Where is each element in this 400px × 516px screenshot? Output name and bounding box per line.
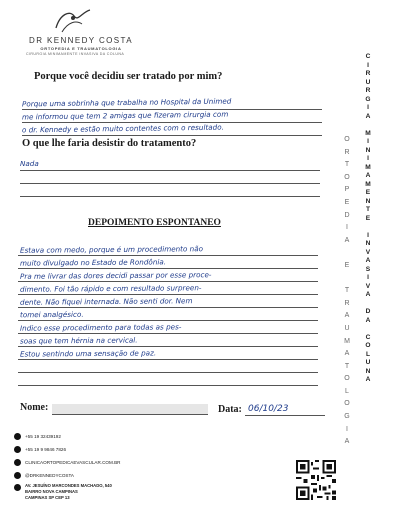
vertical-letter: R: [365, 70, 371, 77]
vertical-letter: T: [344, 161, 350, 169]
testimony-rule: [18, 372, 318, 373]
testimony-rule: [18, 385, 318, 386]
answer-1-line-1: Porque uma sobrinha que trabalha no Hospital da Unimed: [21, 96, 232, 109]
vertical-letter: I: [367, 274, 369, 281]
name-redaction: [52, 404, 208, 414]
vertical-letter: U: [365, 359, 371, 366]
vertical-letter: I: [367, 104, 369, 111]
testimony-line-6: tomei analgésico.: [19, 309, 84, 320]
date-label: Data:: [218, 404, 242, 415]
name-line: [52, 414, 208, 415]
location-pin-icon: [14, 484, 21, 491]
vertical-letter: A: [365, 291, 371, 298]
vertical-letter: R: [344, 299, 350, 307]
vertical-letter: T: [365, 206, 371, 213]
vertical-letter: T: [344, 362, 350, 370]
testimony-rule: [18, 346, 318, 347]
vertical-letter: N: [365, 367, 371, 375]
testimony-line-8: soas que tem hérnia na cervical.: [19, 335, 138, 346]
answer-1-line-3: o dr. Kennedy e estão muito contentes com o resultado.: [21, 122, 224, 135]
footer-location: [14, 484, 21, 491]
globe-icon: [14, 459, 21, 466]
vertical-letter: A: [344, 438, 350, 446]
testimony-line-1: Estava com medo, porque é um procedimento não: [19, 244, 204, 255]
vertical-letter: N: [365, 240, 371, 247]
vertical-letter: M: [365, 163, 371, 171]
vertical-letter: C: [365, 53, 371, 60]
phone-icon: [14, 433, 21, 440]
answer-2: Nada: [20, 159, 39, 168]
testimony-rule: [18, 333, 318, 334]
vertical-letter: O: [344, 173, 350, 181]
vertical-letter: V: [365, 248, 371, 256]
vertical-letter: E: [365, 214, 371, 222]
vertical-letter: A: [344, 236, 350, 244]
vertical-letter: R: [344, 148, 350, 156]
vertical-letter: R: [365, 87, 371, 94]
testimony-rule: [18, 281, 318, 282]
vertical-letter: D: [344, 211, 350, 219]
testimony-line-4: dimento. Foi tão rápido e com resultado surpreen-: [19, 283, 202, 294]
testimony-line-7: Indico esse procedimento para todas as pes-: [19, 322, 182, 333]
vertical-letter: M: [365, 129, 371, 137]
vertical-letter: V: [365, 282, 371, 290]
vertical-letter: L: [345, 387, 349, 395]
vertical-letter: A: [365, 376, 371, 383]
answer-line: [20, 170, 320, 171]
testimony-rule: [18, 320, 318, 321]
answer-1-line-2: me informou que tem 2 amigas que fizeram cirurgia com: [21, 109, 229, 122]
vertical-letter: T: [344, 287, 350, 295]
vertical-letter: E: [344, 261, 350, 269]
section-title: DEPOIMENTO ESPONTANEO: [88, 218, 221, 228]
footer-instagram[interactable]: @DRKENNEDYCOSTA: [14, 472, 74, 479]
vertical-title-left: [341, 136, 353, 451]
vertical-letter: O: [344, 375, 350, 383]
brand-subtitle: ORTOPEDIA E TRAUMATOLOGIA: [40, 46, 122, 51]
vertical-letter: A: [365, 112, 371, 120]
whatsapp-icon: [14, 446, 21, 453]
footer-phone-2: +55 19 9 9846 7826: [14, 446, 66, 453]
vertical-letter: I: [367, 61, 369, 69]
brand-logo-mark: [48, 6, 98, 36]
answer-line: [20, 196, 320, 197]
instagram-icon: [14, 472, 21, 479]
footer-phone-1: +55 19 32439192: [14, 433, 61, 440]
vertical-letter: N: [365, 146, 371, 154]
testimony-line-9: Estou sentindo uma sensação de paz.: [19, 348, 157, 359]
vertical-letter: M: [344, 337, 350, 345]
vertical-letter: I: [346, 425, 348, 433]
testimony-rule: [18, 359, 318, 360]
vertical-letter: G: [344, 413, 350, 421]
qr-code[interactable]: [296, 460, 336, 500]
footer-address: AV. JESUÍNO MARCONDES MACHADO, 540 BAIRRO NOVA CAMPINAS CAMPINAS SP CEP 13: [25, 483, 112, 500]
question-1: Porque você decidiu ser tratado por mim?: [34, 71, 223, 82]
name-label: Nome:: [20, 402, 49, 413]
vertical-letter: A: [344, 312, 350, 320]
date-value: 06/10/23: [248, 404, 289, 414]
testimony-line-5: dente. Não fiquei internada. Não senti dor. Nem: [19, 296, 193, 307]
vertical-letter: A: [365, 316, 371, 324]
testimony-rule: [18, 307, 318, 308]
vertical-letter: O: [344, 400, 350, 408]
vertical-letter: I: [346, 224, 348, 232]
vertical-letter: A: [344, 350, 350, 358]
vertical-letter: G: [365, 95, 371, 103]
vertical-letter: M: [365, 180, 371, 188]
date-line: [245, 415, 325, 416]
vertical-letter: L: [365, 350, 371, 358]
vertical-letter: A: [365, 172, 371, 179]
testimony-rule: [18, 294, 318, 295]
vertical-letter: U: [344, 324, 350, 332]
vertical-letter: A: [365, 257, 371, 264]
vertical-letter: S: [365, 265, 371, 273]
vertical-letter: E: [344, 198, 350, 206]
answer-line: [22, 135, 322, 136]
testimony-line-3: Pra me livrar das dores decidi passar por esse proce-: [19, 270, 212, 281]
vertical-letter: N: [365, 197, 371, 205]
vertical-title-right: [361, 54, 375, 386]
vertical-letter: I: [367, 231, 369, 239]
footer-website[interactable]: CLINICAORTOPEDICAEVASCULAR.COM.BR: [14, 459, 120, 466]
vertical-letter: O: [344, 136, 350, 143]
vertical-letter: E: [365, 189, 371, 196]
vertical-letter: I: [367, 138, 369, 145]
answer-line: [20, 183, 320, 184]
vertical-letter: U: [365, 78, 371, 86]
vertical-letter: C: [365, 333, 371, 341]
vertical-letter: D: [365, 308, 371, 315]
testimony-line-2: muito divulgado no Estado de Rondônia.: [19, 257, 167, 268]
vertical-letter: [346, 249, 348, 262]
brand-name: DR KENNEDY COSTA: [29, 36, 133, 45]
question-2: O que lhe faria desistir do tratamento?: [22, 138, 197, 149]
testimony-rule: [18, 255, 318, 256]
brand-tagline: CIRURGIA MINIMAMENTE INVASIVA DA COLUNA: [26, 52, 125, 56]
vertical-letter: O: [365, 342, 371, 349]
testimony-rule: [18, 268, 318, 269]
vertical-letter: P: [344, 186, 350, 194]
vertical-letter: [346, 275, 348, 288]
vertical-letter: I: [367, 155, 369, 162]
